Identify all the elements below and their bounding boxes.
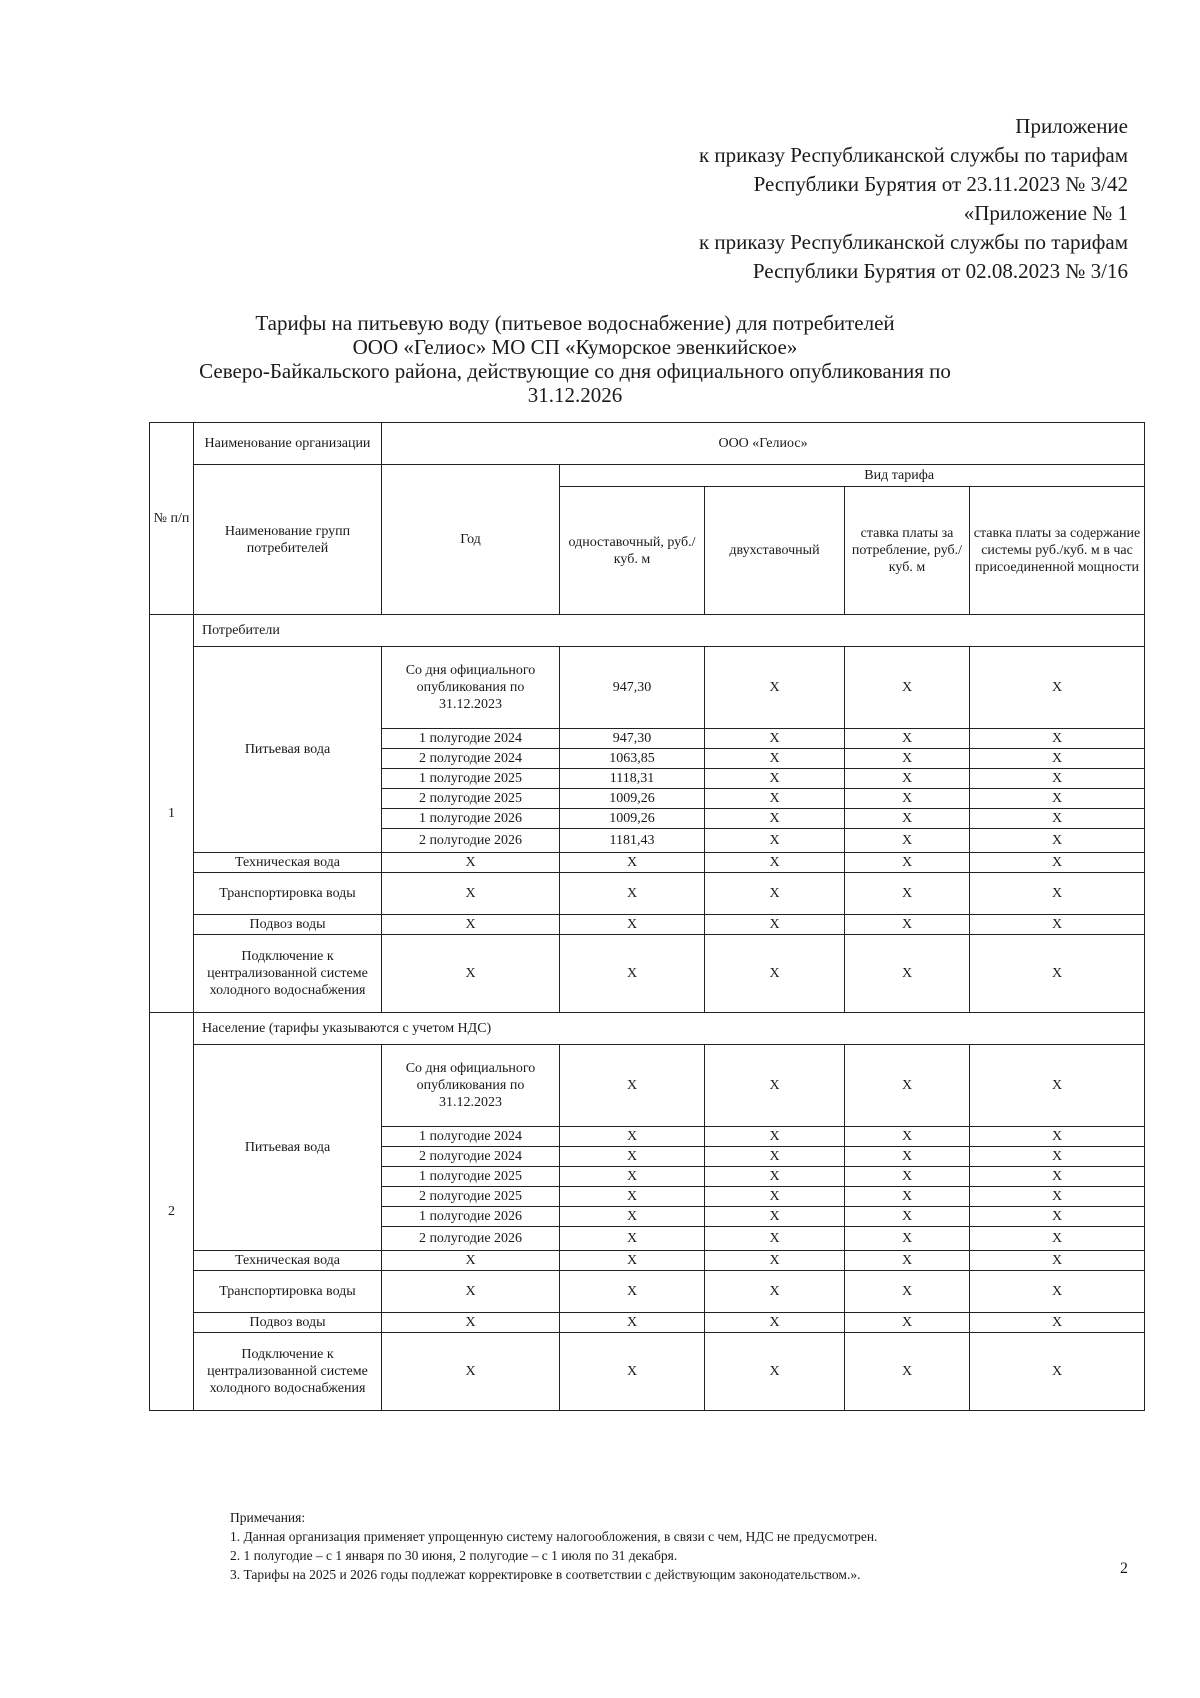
- consumer-group-label: Транспортировка воды: [194, 873, 382, 915]
- single-rate-cell: X: [560, 1313, 705, 1333]
- consumption-rate-cell: X: [845, 1313, 970, 1333]
- single-rate-cell: 1118,31: [560, 769, 705, 789]
- consumption-rate-cell: X: [845, 829, 970, 853]
- section-title: Потребители: [194, 615, 1145, 647]
- double-rate-cell: X: [705, 1313, 845, 1333]
- table-header-row: [150, 465, 1145, 487]
- consumption-rate-cell: X: [845, 1333, 970, 1411]
- table-row: [150, 915, 1145, 935]
- tariff-table: [149, 422, 1145, 1411]
- period-cell: 2 полугодие 2024: [382, 749, 560, 769]
- single-rate-cell: 1009,26: [560, 809, 705, 829]
- period-cell: Со дня официального опубликования по 31.12.2023: [382, 647, 560, 729]
- period-cell: 2 полугодие 2025: [382, 1187, 560, 1207]
- consumption-rate-cell: X: [845, 915, 970, 935]
- table-header-row: [150, 423, 1145, 465]
- header-line: к приказу Республиканской службы по тарифам: [698, 143, 1128, 167]
- single-rate-cell: X: [560, 873, 705, 915]
- header-year: Год: [382, 465, 560, 615]
- section-title-row: [150, 615, 1145, 647]
- title-line: Тарифы на питьевую воду (питьевое водоснабжение) для потребителей: [255, 311, 895, 335]
- double-rate-cell: X: [705, 1147, 845, 1167]
- single-rate-cell: X: [560, 1271, 705, 1313]
- note-item: 2. 1 полугодие – с 1 января по 30 июня, 2 полугодие – с 1 июля по 31 декабря.: [230, 1548, 678, 1563]
- maintenance-rate-cell: X: [970, 1167, 1145, 1187]
- double-rate-cell: X: [705, 1167, 845, 1187]
- header-double: двухставочный: [705, 487, 845, 615]
- maintenance-rate-cell: X: [970, 1271, 1145, 1313]
- period-cell: X: [382, 1313, 560, 1333]
- consumption-rate-cell: X: [845, 789, 970, 809]
- table-row: [150, 1313, 1145, 1333]
- period-cell: Со дня официального опубликования по 31.12.2023: [382, 1045, 560, 1127]
- period-cell: 2 полугодие 2026: [382, 1227, 560, 1251]
- single-rate-cell: X: [560, 1187, 705, 1207]
- table-row: [150, 935, 1145, 1013]
- single-rate-cell: X: [560, 1227, 705, 1251]
- single-rate-cell: X: [560, 915, 705, 935]
- single-rate-cell: 1181,43: [560, 829, 705, 853]
- consumption-rate-cell: X: [845, 749, 970, 769]
- section-number: 1: [150, 615, 194, 1013]
- maintenance-rate-cell: X: [970, 829, 1145, 853]
- period-cell: X: [382, 1271, 560, 1313]
- double-rate-cell: X: [705, 729, 845, 749]
- consumer-group-label: Подключение к централизованной системе холодного водоснабжения: [194, 935, 382, 1013]
- maintenance-rate-cell: X: [970, 1147, 1145, 1167]
- consumption-rate-cell: X: [845, 729, 970, 749]
- double-rate-cell: X: [705, 1127, 845, 1147]
- table-row: [150, 1271, 1145, 1313]
- period-cell: 2 полугодие 2026: [382, 829, 560, 853]
- consumption-rate-cell: X: [845, 1127, 970, 1147]
- header-org-name: ООО «Гелиос»: [382, 423, 1145, 465]
- consumer-group-label: Питьевая вода: [194, 1045, 382, 1251]
- double-rate-cell: X: [705, 873, 845, 915]
- consumption-rate-cell: X: [845, 1187, 970, 1207]
- period-cell: X: [382, 935, 560, 1013]
- consumption-rate-cell: X: [845, 1251, 970, 1271]
- header-line: Республики Бурятия от 23.11.2023 № 3/42: [753, 172, 1128, 196]
- maintenance-rate-cell: X: [970, 1251, 1145, 1271]
- period-cell: 2 полугодие 2025: [382, 789, 560, 809]
- maintenance-rate-cell: X: [970, 647, 1145, 729]
- consumption-rate-cell: X: [845, 1271, 970, 1313]
- table-row: [150, 853, 1145, 873]
- period-cell: 1 полугодие 2025: [382, 769, 560, 789]
- maintenance-rate-cell: X: [970, 873, 1145, 915]
- document-header: [699, 112, 1128, 286]
- period-cell: 1 полугодие 2024: [382, 729, 560, 749]
- maintenance-rate-cell: X: [970, 1045, 1145, 1127]
- single-rate-cell: X: [560, 1167, 705, 1187]
- single-rate-cell: X: [560, 1147, 705, 1167]
- consumer-group-label: Транспортировка воды: [194, 1271, 382, 1313]
- notes: [230, 1508, 877, 1584]
- consumption-rate-cell: X: [845, 1147, 970, 1167]
- consumption-rate-cell: X: [845, 647, 970, 729]
- page-number: 2: [1120, 1560, 1128, 1577]
- double-rate-cell: X: [705, 749, 845, 769]
- header-num: № п/п: [150, 423, 194, 615]
- single-rate-cell: X: [560, 853, 705, 873]
- maintenance-rate-cell: X: [970, 1127, 1145, 1147]
- double-rate-cell: X: [705, 853, 845, 873]
- header-line: к приказу Республиканской службы по тарифам: [698, 230, 1128, 254]
- consumption-rate-cell: X: [845, 873, 970, 915]
- period-cell: 1 полугодие 2025: [382, 1167, 560, 1187]
- double-rate-cell: X: [705, 1333, 845, 1411]
- consumption-rate-cell: X: [845, 769, 970, 789]
- maintenance-rate-cell: X: [970, 729, 1145, 749]
- double-rate-cell: X: [705, 1187, 845, 1207]
- period-cell: 1 полугодие 2026: [382, 809, 560, 829]
- single-rate-cell: X: [560, 1127, 705, 1147]
- maintenance-rate-cell: X: [970, 1227, 1145, 1251]
- maintenance-rate-cell: X: [970, 809, 1145, 829]
- header-consumption: ставка платы за потребление, руб./ куб. м: [845, 487, 970, 615]
- double-rate-cell: X: [705, 647, 845, 729]
- period-cell: X: [382, 1251, 560, 1271]
- double-rate-cell: X: [705, 935, 845, 1013]
- header-single: одноставочный, руб./ куб. м: [560, 487, 705, 615]
- consumption-rate-cell: X: [845, 809, 970, 829]
- single-rate-cell: X: [560, 1333, 705, 1411]
- double-rate-cell: X: [705, 915, 845, 935]
- double-rate-cell: X: [705, 769, 845, 789]
- single-rate-cell: X: [560, 1045, 705, 1127]
- header-groups: Наименование групп потребителей: [194, 465, 382, 615]
- maintenance-rate-cell: X: [970, 1207, 1145, 1227]
- double-rate-cell: X: [705, 1207, 845, 1227]
- table-row: [150, 1045, 1145, 1127]
- single-rate-cell: 1063,85: [560, 749, 705, 769]
- header-line: Приложение: [1015, 114, 1128, 138]
- single-rate-cell: X: [560, 935, 705, 1013]
- consumption-rate-cell: X: [845, 1167, 970, 1187]
- double-rate-cell: X: [705, 809, 845, 829]
- single-rate-cell: 1009,26: [560, 789, 705, 809]
- note-item: 3. Тарифы на 2025 и 2026 годы подлежат корректировке в соответствии с действующим законодательством.».: [230, 1567, 861, 1582]
- title-line: ООО «Гелиос» МО СП «Куморское эвенкийское»: [352, 335, 798, 359]
- maintenance-rate-cell: X: [970, 1313, 1145, 1333]
- period-cell: X: [382, 873, 560, 915]
- note-item: 1. Данная организация применяет упрощенную систему налогообложения, в связи с чем, НДС не предусмотрен.: [230, 1529, 878, 1544]
- consumption-rate-cell: X: [845, 935, 970, 1013]
- consumption-rate-cell: X: [845, 1045, 970, 1127]
- maintenance-rate-cell: X: [970, 915, 1145, 935]
- maintenance-rate-cell: X: [970, 769, 1145, 789]
- consumer-group-label: Подвоз воды: [194, 915, 382, 935]
- title-line: 31.12.2026: [527, 383, 623, 407]
- double-rate-cell: X: [705, 829, 845, 853]
- consumer-group-label: Питьевая вода: [194, 647, 382, 853]
- single-rate-cell: X: [560, 1207, 705, 1227]
- consumption-rate-cell: X: [845, 853, 970, 873]
- header-line: «Приложение № 1: [963, 201, 1128, 225]
- period-cell: X: [382, 1333, 560, 1411]
- header-org-label: Наименование организации: [194, 423, 382, 465]
- maintenance-rate-cell: X: [970, 749, 1145, 769]
- single-rate-cell: 947,30: [560, 729, 705, 749]
- table-row: [150, 873, 1145, 915]
- consumption-rate-cell: X: [845, 1227, 970, 1251]
- consumer-group-label: Техническая вода: [194, 853, 382, 873]
- consumer-group-label: Подключение к централизованной системе холодного водоснабжения: [194, 1333, 382, 1411]
- header-line: Республики Бурятия от 02.08.2023 № 3/16: [752, 259, 1128, 283]
- double-rate-cell: X: [705, 1271, 845, 1313]
- period-cell: X: [382, 915, 560, 935]
- double-rate-cell: X: [705, 1227, 845, 1251]
- maintenance-rate-cell: X: [970, 935, 1145, 1013]
- double-rate-cell: X: [705, 1045, 845, 1127]
- header-maintenance: ставка платы за содержание системы руб./куб. м в час присоединенной мощности: [970, 487, 1145, 615]
- consumer-group-label: Подвоз воды: [194, 1313, 382, 1333]
- notes-title: Примечания:: [230, 1510, 306, 1525]
- maintenance-rate-cell: X: [970, 789, 1145, 809]
- header-tariff-type: Вид тарифа: [560, 465, 1145, 487]
- period-cell: X: [382, 853, 560, 873]
- section-title-row: [150, 1013, 1145, 1045]
- single-rate-cell: X: [560, 1251, 705, 1271]
- maintenance-rate-cell: X: [970, 1187, 1145, 1207]
- period-cell: 1 полугодие 2026: [382, 1207, 560, 1227]
- section-title: Население (тарифы указываются с учетом НДС): [194, 1013, 1145, 1045]
- section-number: 2: [150, 1013, 194, 1411]
- consumer-group-label: Техническая вода: [194, 1251, 382, 1271]
- maintenance-rate-cell: X: [970, 1333, 1145, 1411]
- title-line: Северо-Байкальского района, действующие со дня официального опубликования по: [199, 359, 951, 383]
- single-rate-cell: 947,30: [560, 647, 705, 729]
- period-cell: 2 полугодие 2024: [382, 1147, 560, 1167]
- table-row: [150, 1333, 1145, 1411]
- period-cell: 1 полугодие 2024: [382, 1127, 560, 1147]
- consumption-rate-cell: X: [845, 1207, 970, 1227]
- double-rate-cell: X: [705, 1251, 845, 1271]
- document-title: [150, 311, 1000, 407]
- double-rate-cell: X: [705, 789, 845, 809]
- maintenance-rate-cell: X: [970, 853, 1145, 873]
- table-row: [150, 647, 1145, 729]
- table-row: [150, 1251, 1145, 1271]
